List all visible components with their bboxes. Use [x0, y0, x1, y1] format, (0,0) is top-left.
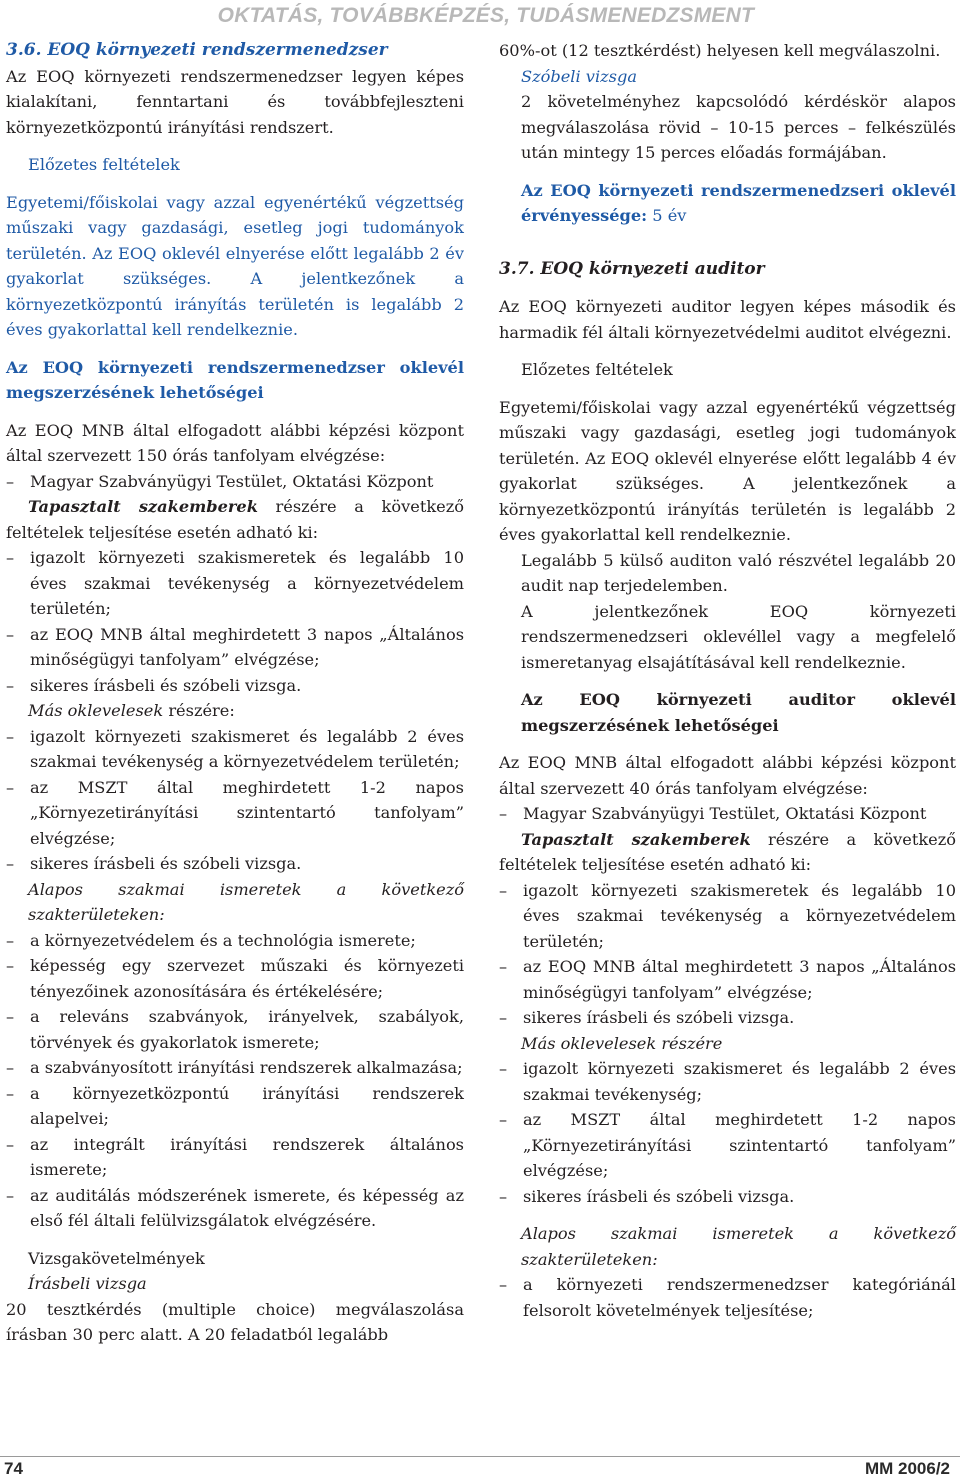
page-number: 74: [4, 1459, 23, 1478]
list-item: – a környezetközpontú irányítási rendszerek alapelvei;: [6, 1081, 464, 1132]
section-intro: Az EOQ környezeti auditor legyen képes második és harmadik fél általi környezetvédelmi auditot elvégezni.: [499, 297, 956, 342]
experienced-label: Tapasztalt szakemberek: [521, 829, 751, 849]
oral-exam-heading: Szóbeli vizsga: [521, 66, 637, 86]
experienced-paragraph: [499, 827, 956, 878]
oral-exam-text: 2 követelményhez kapcsolódó kérdéskör alapos megválaszolása rövid – 10-15 perces – felkészülés után mintegy 15 perces előadás formájában.: [521, 92, 956, 162]
list-item: – a releváns szabványok, irányelvek, szabályok, törvények és gyakorlatok ismerete;: [6, 1004, 464, 1055]
section-intro: Az EOQ környezeti rendszermenedzser legyen képes kialakítani, fenntartani és továbbfejleszteni környezetközpontú irányítási rendszert.: [6, 66, 464, 137]
written-exam-text: 20 tesztkérdés (multiple choice) megválaszolása írásban 30 perc alatt. A 20 feladatból legalább: [6, 1299, 464, 1344]
obtain-intro: Az EOQ MNB által elfogadott alábbi képzési központ által szervezett 150 órás tanfolyam elvégzése:: [6, 420, 464, 465]
list-item: – igazolt környezeti szakismeretek és legalább 10 éves szakmai tevékenység a környezetvédelem területén;: [6, 545, 464, 622]
list-item: – az auditálás módszerének ismerete, és képesség az első fél általi felülvizsgálatok elvégzésére.: [6, 1183, 464, 1234]
right-column: [499, 38, 956, 1323]
knowledge-heading: Alapos szakmai ismeretek a következő szakterületeken:: [521, 1224, 956, 1269]
list-item: – az integrált irányítási rendszerek általános ismerete;: [6, 1132, 464, 1183]
obtain-intro: Az EOQ MNB által elfogadott alábbi képzési központ által szervezett 40 órás tanfolyam elvégzése:: [499, 753, 956, 798]
prereq-heading: Előzetes feltételek: [28, 155, 180, 174]
prereq-text: Egyetemi/főiskolai vagy azzal egyenértékű végzettség műszaki vagy gazdasági, esetleg jogi tudományok területén. Az EOQ oklevél elnyerése előtt legalább 4 év gyakorlat szükséges. A jelentkezőnek a környezetközpontú irányítás területén is legalább 2 éves gyakorlattal kell rendelkeznie.: [499, 397, 956, 544]
obtain-heading: Az EOQ környezeti auditor oklevél megszerzésének lehetőségei: [521, 690, 956, 735]
list-item: – a környezeti rendszermenedzser kategóriánál felsorolt követelmények teljesítése;: [499, 1272, 956, 1323]
written-exam-continued: 60%-ot (12 tesztkérdést) helyesen kell megválaszolni.: [499, 41, 941, 60]
prereq-heading: Előzetes feltételek: [521, 360, 673, 379]
other-paragraph: [6, 698, 464, 724]
experienced-text: részére a következő feltételek teljesítése esetén adható ki:: [499, 829, 956, 874]
list-item: – igazolt környezeti szakismeretek és legalább 10 éves szakmai tevékenység a környezetvédelem területén;: [499, 878, 956, 955]
other-label: Más oklevelesek: [28, 701, 164, 720]
prereq-text: Egyetemi/főiskolai vagy azzal egyenértékű végzettség műszaki vagy gazdasági, esetleg jogi tudományok területén. Az EOQ oklevél elnyerése előtt legalább 2 év gyakorlat szükséges. A jelentkezőnek a környezetközpontú irányítás területén is legalább 2 éves gyakorlattal kell rendelkeznie.: [6, 192, 464, 339]
magazine-issue: MM 2006/2: [864, 1459, 950, 1478]
list-item: – sikeres írásbeli és szóbeli vizsga.: [499, 1184, 956, 1210]
obtain-heading: Az EOQ környezeti rendszermenedzser oklevél megszerzésének lehetőségei: [6, 357, 464, 402]
prereq-audit: Legalább 5 külső auditon való részvétel legalább 20 audit nap terjedelemben.: [521, 550, 956, 595]
list-item: – sikeres írásbeli és szóbeli vizsga.: [499, 1005, 956, 1031]
section-title-3-6: 3.6. EOQ környezeti rendszermenedzser: [6, 40, 388, 60]
list-item: – a környezetvédelem és a technológia ismerete;: [6, 928, 464, 954]
experienced-text: részére a következő feltételek teljesítése esetén adható ki:: [6, 497, 464, 542]
page-footer: [0, 1456, 960, 1479]
other-heading: Más oklevelesek részére: [521, 1033, 723, 1053]
list-item: – a szabványosított irányítási rendszerek alkalmazása;: [6, 1055, 464, 1081]
list-item: – képesség egy szervezet műszaki és környezeti tényezőinek azonosítására és értékelésére;: [6, 953, 464, 1004]
other-text: részére:: [163, 701, 235, 720]
list-item: – az EOQ MNB által meghirdetett 3 napos „Általános minőségügyi tanfolyam” elvégzése;: [6, 622, 464, 673]
knowledge-heading: Alapos szakmai ismeretek a következő szakterületeken:: [28, 879, 464, 924]
training-center: – Magyar Szabványügyi Testület, Oktatási Központ: [6, 469, 464, 495]
list-item: – az MSZT által meghirdetett 1-2 napos „Környezetirányítási szintentartó tanfolyam” elvégzése;: [6, 775, 464, 852]
list-item: – sikeres írásbeli és szóbeli vizsga.: [6, 673, 464, 699]
training-center: – Magyar Szabványügyi Testület, Oktatási Központ: [499, 801, 956, 827]
exam-heading: Vizsgakövetelmények: [28, 1248, 205, 1268]
list-item: – az EOQ MNB által meghirdetett 3 napos „Általános minőségügyi tanfolyam” elvégzése;: [499, 954, 956, 1005]
validity-label: Az EOQ környezeti rendszermenedzseri oklevél érvényessége:: [521, 180, 956, 225]
list-item: – az MSZT által meghirdetett 1-2 napos „Környezetirányítási szintentartó tanfolyam” elvégzése;: [499, 1107, 956, 1184]
section-title-3-7: 3.7. EOQ környezeti auditor: [499, 258, 765, 279]
prereq-applicant: A jelentkezőnek EOQ környezeti rendszermenedzseri oklevéllel vagy a megfelelő ismeretanyag elsajátításával kell rendelkeznie.: [521, 601, 956, 672]
validity-value: 5 év: [647, 206, 687, 225]
list-item: – igazolt környezeti szakismeret és legalább 2 éves szakmai tevékenység a környezetvédelem területén;: [6, 724, 464, 775]
left-column: [6, 38, 464, 1348]
experienced-label: Tapasztalt szakemberek: [28, 497, 258, 516]
validity-paragraph: [499, 178, 956, 229]
list-item: – igazolt környezeti szakismeret és legalább 2 éves szakmai tevékenység;: [499, 1056, 956, 1107]
running-header: OKTATÁS, TOVÁBBKÉPZÉS, TUDÁSMENEDZSMENT: [217, 4, 754, 27]
experienced-paragraph: [6, 494, 464, 545]
written-exam-heading: Írásbeli vizsga: [28, 1274, 147, 1293]
list-item: – sikeres írásbeli és szóbeli vizsga.: [6, 851, 464, 877]
